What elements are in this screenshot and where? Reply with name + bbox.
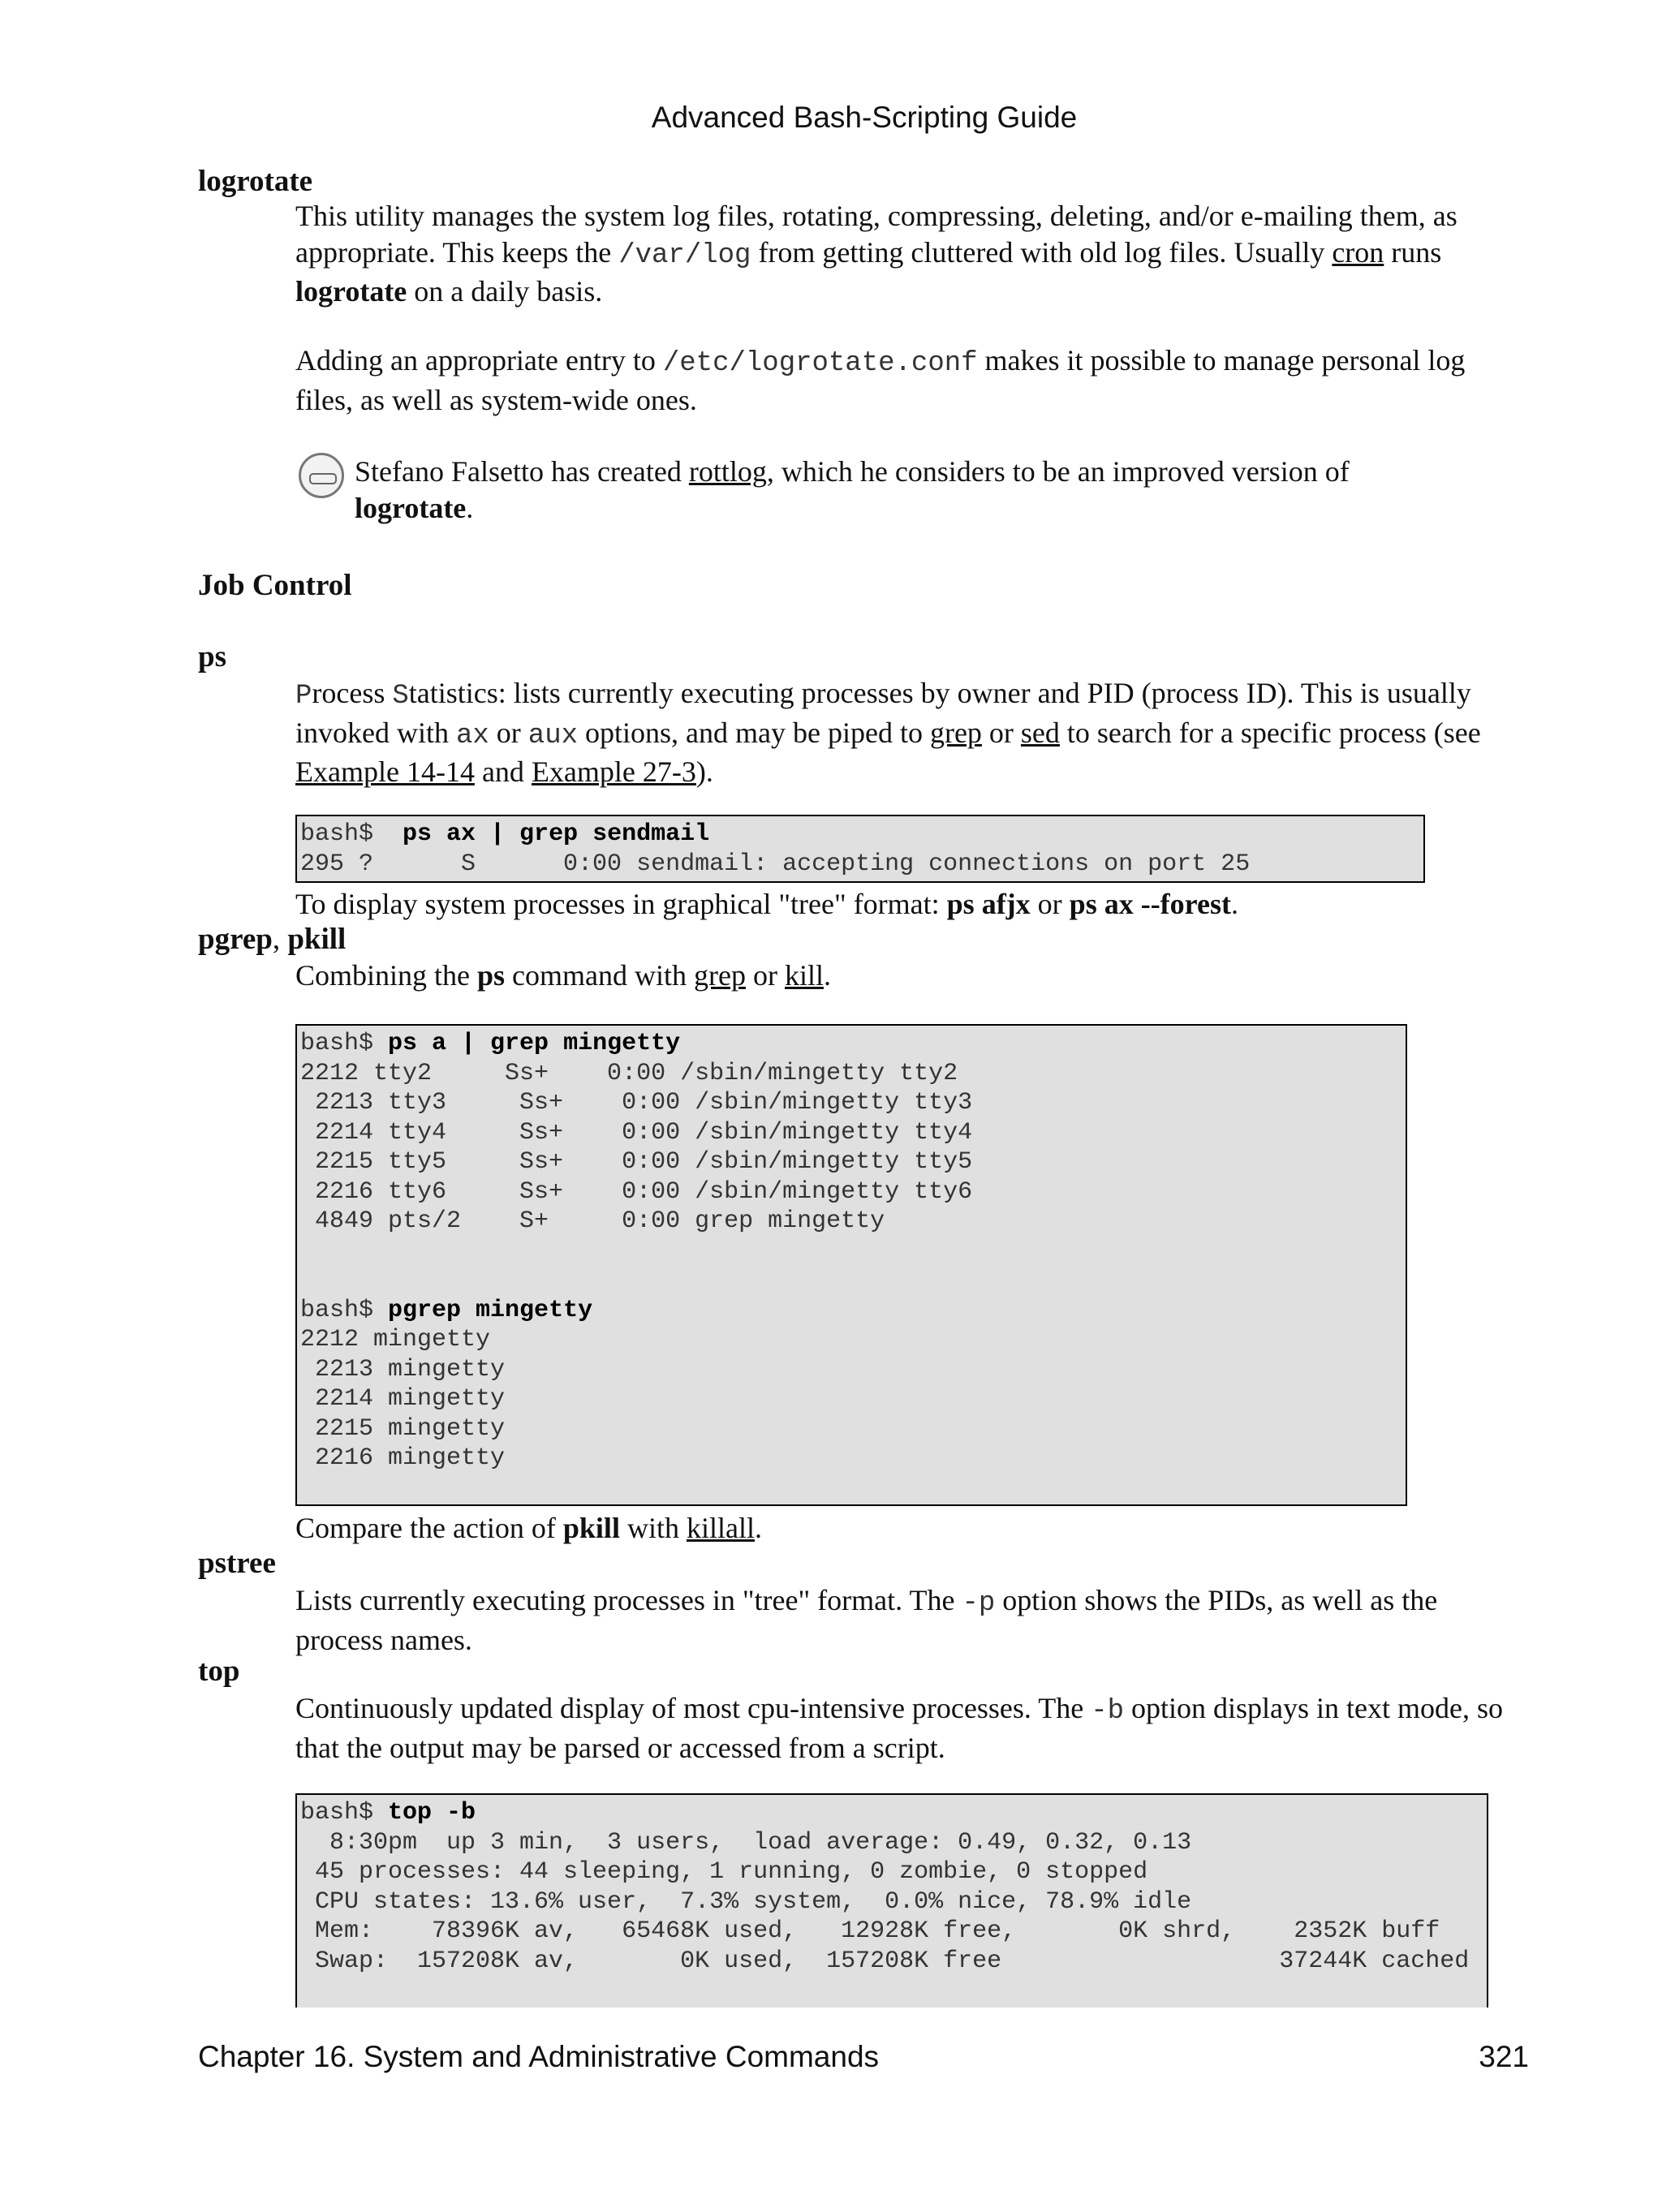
text: or [981,716,1021,749]
ps-description [295,675,1529,790]
text: . [1230,888,1238,920]
code-output-line: CPU states: 13.6% user, 7.3% system, 0.0% nice, 78.9% idle [300,1887,1192,1916]
code-line [300,820,1420,850]
code-p-option: -p [962,1588,996,1619]
prompt: bash$ [300,820,389,848]
text: on a daily basis. [407,275,603,308]
code-p: P [295,681,312,712]
pointing-hand-note-icon [299,453,344,498]
text: Compare the action of [295,1512,563,1544]
text: option shows the PIDs, as well as the process names. [295,1584,1438,1656]
pstree-description [295,1582,1529,1658]
pgrep-description [295,958,1529,994]
text: from getting cluttered with old log files. Usually [751,235,1333,269]
text: and [474,755,532,788]
link-cron[interactable]: cron [1332,235,1384,269]
term-pstree: pstree [198,1547,276,1580]
code-output-line: 2216 tty6 Ss+ 0:00 /sbin/mingetty tty6 [300,1177,973,1206]
command: top -b [388,1799,476,1827]
text: Continuously updated display of most cpu-intensive processes. The [295,1692,1091,1724]
link-example-14-14[interactable]: Example 14-14 [295,755,475,788]
code-block-pgrep [295,1024,1407,1506]
text: tatistics: lists currently executing processes by owner and PID (process ID). This is usually invoked with [295,677,1471,749]
link-grep[interactable]: grep [929,716,982,749]
text: , which he considers to be an improved version of [766,455,1350,488]
text: option displays in text mode, so that the output may be parsed or accessed from a script. [295,1692,1503,1764]
text: options, and may be piped to [578,716,930,749]
code-output-line: 2214 tty4 Ss+ 0:00 /sbin/mingetty tty4 [300,1118,973,1147]
text: with [619,1512,687,1544]
code-output-line: 2216 mingetty [300,1444,506,1472]
term-pgrep: pgrep [198,923,273,956]
code-output-line: 2215 tty5 Ss+ 0:00 /sbin/mingetty tty5 [300,1148,973,1176]
code-line [300,1296,1402,1326]
text: makes it possible to manage personal log files, as well as system-wide ones. [295,344,1466,416]
text: Stefano Falsetto has created [355,455,689,488]
running-header: Advanced Bash-Scripting Guide [651,101,1078,134]
prompt: bash$ [300,1030,389,1057]
text: Combining the [295,959,477,992]
logrotate-conf-paragraph [295,342,1529,418]
code-output-line: Mem: 78396K av, 65468K used, 12928K free, 0K shrd, 2352K buff [300,1917,1440,1945]
bold-ps-ax-forest: ps ax --forest [1069,888,1231,920]
link-kill[interactable]: kill [784,959,824,992]
text: . [466,491,474,524]
prompt: bash$ [300,1799,389,1827]
code-logrotate-conf: /etc/logrotate.conf [662,348,978,379]
code-line [300,1029,1402,1059]
command: ps ax | grep sendmail [388,820,710,848]
text: or [745,959,785,992]
code-block-top [295,1793,1488,2008]
code-output-line: 2213 mingetty [300,1355,506,1384]
footer-chapter-title: Chapter 16. System and Administrative Commands [198,2040,880,2073]
term-pkill: pkill [287,923,347,956]
code-var-log: /var/log [618,239,751,271]
text: rocess [312,677,393,709]
term-top: top [198,1655,240,1688]
code-output-line: 295 ? S 0:00 sendmail: accepting connections on port 25 [300,850,1251,878]
text: ). [695,755,713,788]
code-aux: aux [527,720,579,751]
code-output-line: 2215 mingetty [300,1414,506,1443]
code-block-ps [295,815,1425,883]
text: . [754,1512,762,1544]
code-output-line: 2213 tty3 Ss+ 0:00 /sbin/mingetty tty3 [300,1089,973,1117]
footer-page-number: 321 [1479,2040,1529,2073]
bold-pkill: pkill [562,1512,620,1544]
link-rottlog[interactable]: rottlog [688,455,767,488]
code-output-line: 2212 mingetty [300,1326,491,1353]
code-output-line: 2214 mingetty [300,1385,506,1413]
link-killall[interactable]: killall [686,1512,755,1544]
link-example-27-3[interactable]: Example 27-3 [531,755,696,788]
separator: , [272,923,288,956]
text: to search for a specific process (see [1059,716,1481,749]
code-output-line: 4849 pts/2 S+ 0:00 grep mingetty [300,1207,885,1235]
text: . [823,959,831,992]
code-s: S [392,681,409,712]
section-heading-job-control: Job Control [198,569,352,602]
text: or [1030,888,1070,920]
term-ps: ps [198,640,226,673]
logrotate-description [295,198,1529,310]
text: Adding an appropriate entry to [295,344,663,377]
text: To display system processes in graphical "tree" format: [295,888,947,920]
term-logrotate: logrotate [198,165,313,198]
text: Lists currently executing processes in "tree" format. The [295,1584,962,1616]
code-output-line: Swap: 157208K av, 0K used, 157208K free 37244K cached [300,1947,1470,1975]
link-grep[interactable]: grep [694,959,746,992]
rottlog-note [355,454,1475,526]
code-output-line: 45 processes: 44 sleeping, 1 running, 0 zombie, 0 stopped [300,1858,1148,1886]
code-b-option: -b [1091,1696,1125,1727]
top-description [295,1690,1529,1766]
text: runs [1384,235,1442,269]
text: This utility manages the system log files, rotating, compressing, deleting, and/or e-mailing them, as appropriate. This keeps the [295,200,1457,269]
bold-ps-afjx: ps afjx [946,888,1031,920]
code-output-line: 2212 tty2 Ss+ 0:00 /sbin/mingetty tty2 [300,1059,958,1087]
bold-ps: ps [477,959,506,992]
prompt: bash$ [300,1296,389,1324]
code-ax: ax [455,720,489,751]
code-line [300,1798,1483,1828]
command: pgrep mingetty [388,1296,593,1324]
link-sed[interactable]: sed [1020,716,1060,749]
bold-logrotate: logrotate [355,491,467,524]
code-output-line: 8:30pm up 3 min, 3 users, load average: 0.49, 0.32, 0.13 [300,1828,1192,1857]
term-pgrep-pkill [198,922,346,957]
bold-logrotate: logrotate [295,275,407,308]
blank-line [300,1266,1402,1296]
pkill-compare [295,1510,1529,1547]
text: command with [505,959,694,992]
ps-tree-note [295,886,1529,923]
text: or [489,716,528,749]
command: ps a | grep mingetty [388,1030,681,1057]
blank-line [300,1237,1402,1267]
